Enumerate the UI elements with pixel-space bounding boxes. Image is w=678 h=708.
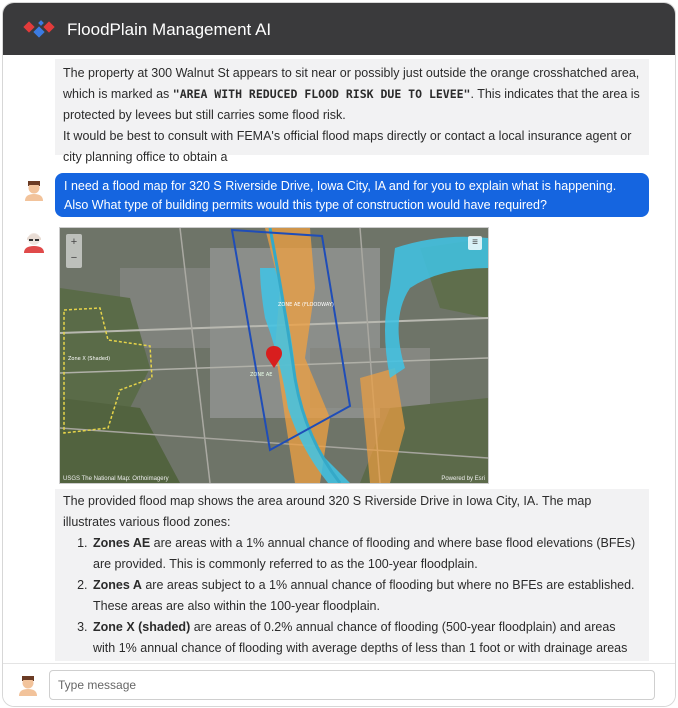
map-label-marker: ZONE AE [250, 372, 273, 378]
app-header [3, 3, 675, 55]
chat-window [2, 2, 676, 707]
list-item: 1. Zones AE are areas with a 1% annual chance of flooding and where base flood elevations (BFEs) are provided. This is commonly referred to as the 100-year floodplain. [91, 533, 641, 575]
layers-icon[interactable]: ≡ [468, 236, 482, 250]
zoom-in-button[interactable]: + [70, 236, 78, 248]
flood-map[interactable] [59, 227, 489, 484]
flood-map-image [60, 228, 488, 483]
user-message: I need a flood map for 320 S Riverside Drive, Iowa City, IA and for you to explain what is happening. Also What type of building permits would this type of construction would have required? [55, 173, 649, 217]
flood-zone-list [63, 533, 641, 680]
map-attribution: USGS The National Map: Orthoimagery [63, 476, 169, 482]
message-composer [3, 663, 675, 707]
list-item: 3. Zone X (shaded) are areas of 0.2% annual chance of flooding (500-year floodplain) and areas with 1% annual chance of flooding with average depths of less than 1 foot or with drainage areas [91, 617, 641, 680]
map-label-top: ZONE AE (FLOODWAY) [278, 302, 334, 308]
zoom-out-button[interactable]: − [70, 252, 78, 264]
user-avatar-icon [17, 674, 39, 696]
app-title: FloodPlain Management AI [67, 20, 272, 39]
message-paragraph: The property at 300 Walnut St appears to sit near or possibly just outside the orange crosshatched area, which is marked as "AREA WITH REDUCED FLOOD RISK DUE TO LEVEE". This indicates that the area is protected by levees but still carries some flood risk. [63, 66, 640, 122]
list-item: 2. Zones A are areas subject to a 1% annual chance of flooding but where no BFEs are established. These areas are also within the 100-year floodplain. [91, 575, 641, 617]
message-paragraph: It would be best to consult with FEMA's official flood maps directly or contact a local insurance agent or city planning office to obtain a [63, 129, 632, 164]
assistant-message [55, 489, 649, 661]
assistant-avatar-icon [23, 231, 45, 253]
map-zoom-control[interactable] [66, 234, 82, 268]
message-input[interactable] [49, 670, 655, 700]
map-credit: Powered by Esri [441, 476, 485, 482]
bold-text: "AREA WITH REDUCED FLOOD RISK DUE TO LEVEE" [172, 87, 471, 101]
user-avatar-icon [23, 179, 45, 201]
assistant-message [55, 59, 649, 164]
message-paragraph: The provided flood map shows the area around 320 S Riverside Drive in Iowa City, IA. The map illustrates various flood zones: [63, 494, 592, 529]
map-label-left: Zone X (Shaded) [68, 356, 111, 362]
app-logo-icon [23, 20, 59, 40]
